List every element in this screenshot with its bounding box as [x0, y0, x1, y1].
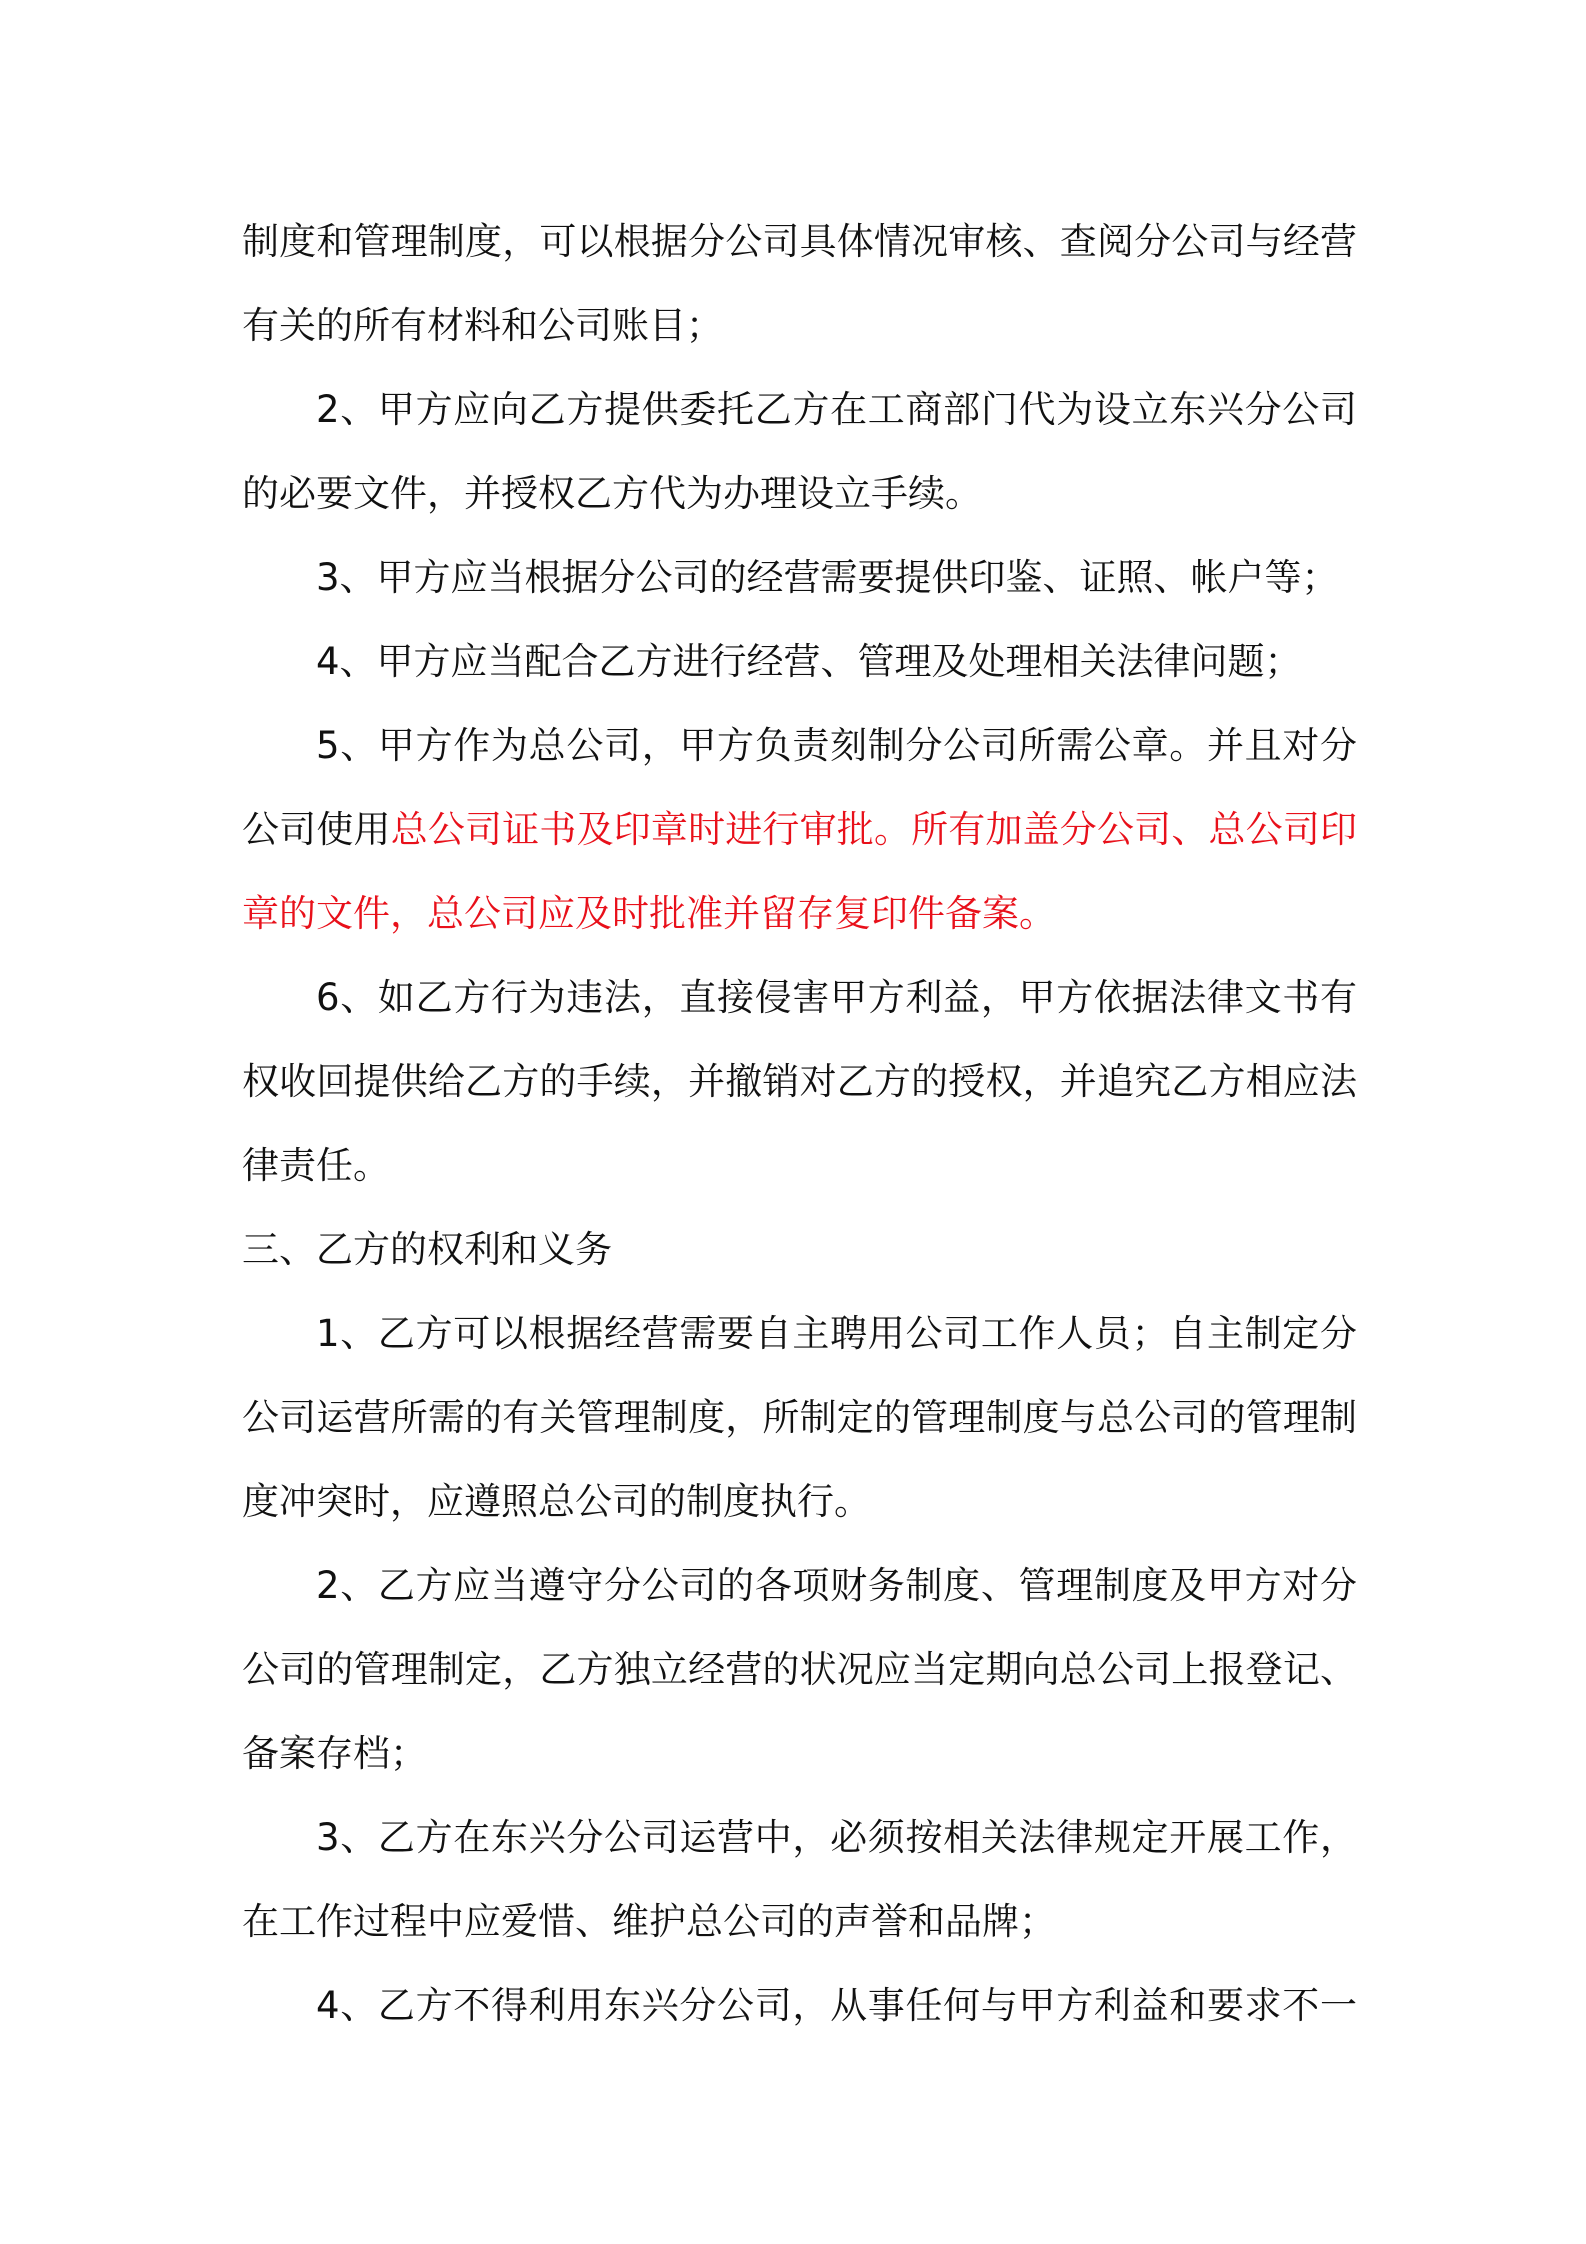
list-item-5-line: 5、甲方作为总公司，甲方负责刻制分公司所需公章。并且对分: [316, 724, 1357, 767]
section-heading: 三、乙方的权利和义务: [242, 1228, 612, 1271]
list-item-2-line: 的必要文件，并授权乙方代为办理设立手续。: [242, 472, 982, 515]
list-item-6-line: 律责任。: [242, 1144, 390, 1187]
list-item-b3-line: 在工作过程中应爱惜、维护总公司的声誉和品牌；: [242, 1900, 1056, 1943]
list-item-b1-line: 1、乙方可以根据经营需要自主聘用公司工作人员；自主制定分: [316, 1312, 1357, 1355]
list-item-b1-line: 公司运营所需的有关管理制度，所制定的管理制度与总公司的管理制: [242, 1396, 1357, 1439]
highlighted-text: 章的文件，总公司应及时批准并留存复印件备案。: [242, 892, 1056, 935]
list-item-5-text: 公司使用: [242, 808, 391, 851]
list-item-b1-line: 度冲突时，应遵照总公司的制度执行。: [242, 1480, 871, 1523]
paragraph-line: 制度和管理制度，可以根据分公司具体情况审核、查阅分公司与经营: [242, 220, 1357, 263]
list-item-3-line: 3、甲方应当根据分公司的经营需要提供印鉴、证照、帐户等；: [316, 556, 1339, 599]
list-item-b4-line: 4、乙方不得利用东兴分公司，从事任何与甲方利益和要求不一: [316, 1984, 1357, 2027]
list-item-b3-line: 3、乙方在东兴分公司运营中，必须按相关法律规定开展工作，: [316, 1816, 1357, 1859]
list-item-b2-line: 备案存档；: [242, 1732, 427, 1775]
list-item-4-line: 4、甲方应当配合乙方进行经营、管理及处理相关法律问题；: [316, 640, 1302, 683]
list-item-5-line: [242, 788, 1357, 872]
highlighted-text: 总公司证书及印章时进行审批。所有加盖分公司、总公司印: [390, 808, 1358, 851]
list-item-b2-line: 公司的管理制定，乙方独立经营的状况应当定期向总公司上报登记、: [242, 1648, 1357, 1691]
list-item-2-line: 2、甲方应向乙方提供委托乙方在工商部门代为设立东兴分公司: [316, 388, 1357, 431]
list-item-6-line: 权收回提供给乙方的手续，并撤销对乙方的授权，并追究乙方相应法: [242, 1060, 1357, 1103]
list-item-b2-line: 2、乙方应当遵守分公司的各项财务制度、管理制度及甲方对分: [316, 1564, 1357, 1607]
paragraph-line: 有关的所有材料和公司账目；: [242, 304, 723, 347]
list-item-6-line: 6、如乙方行为违法，直接侵害甲方利益，甲方依据法律文书有: [316, 976, 1357, 1019]
